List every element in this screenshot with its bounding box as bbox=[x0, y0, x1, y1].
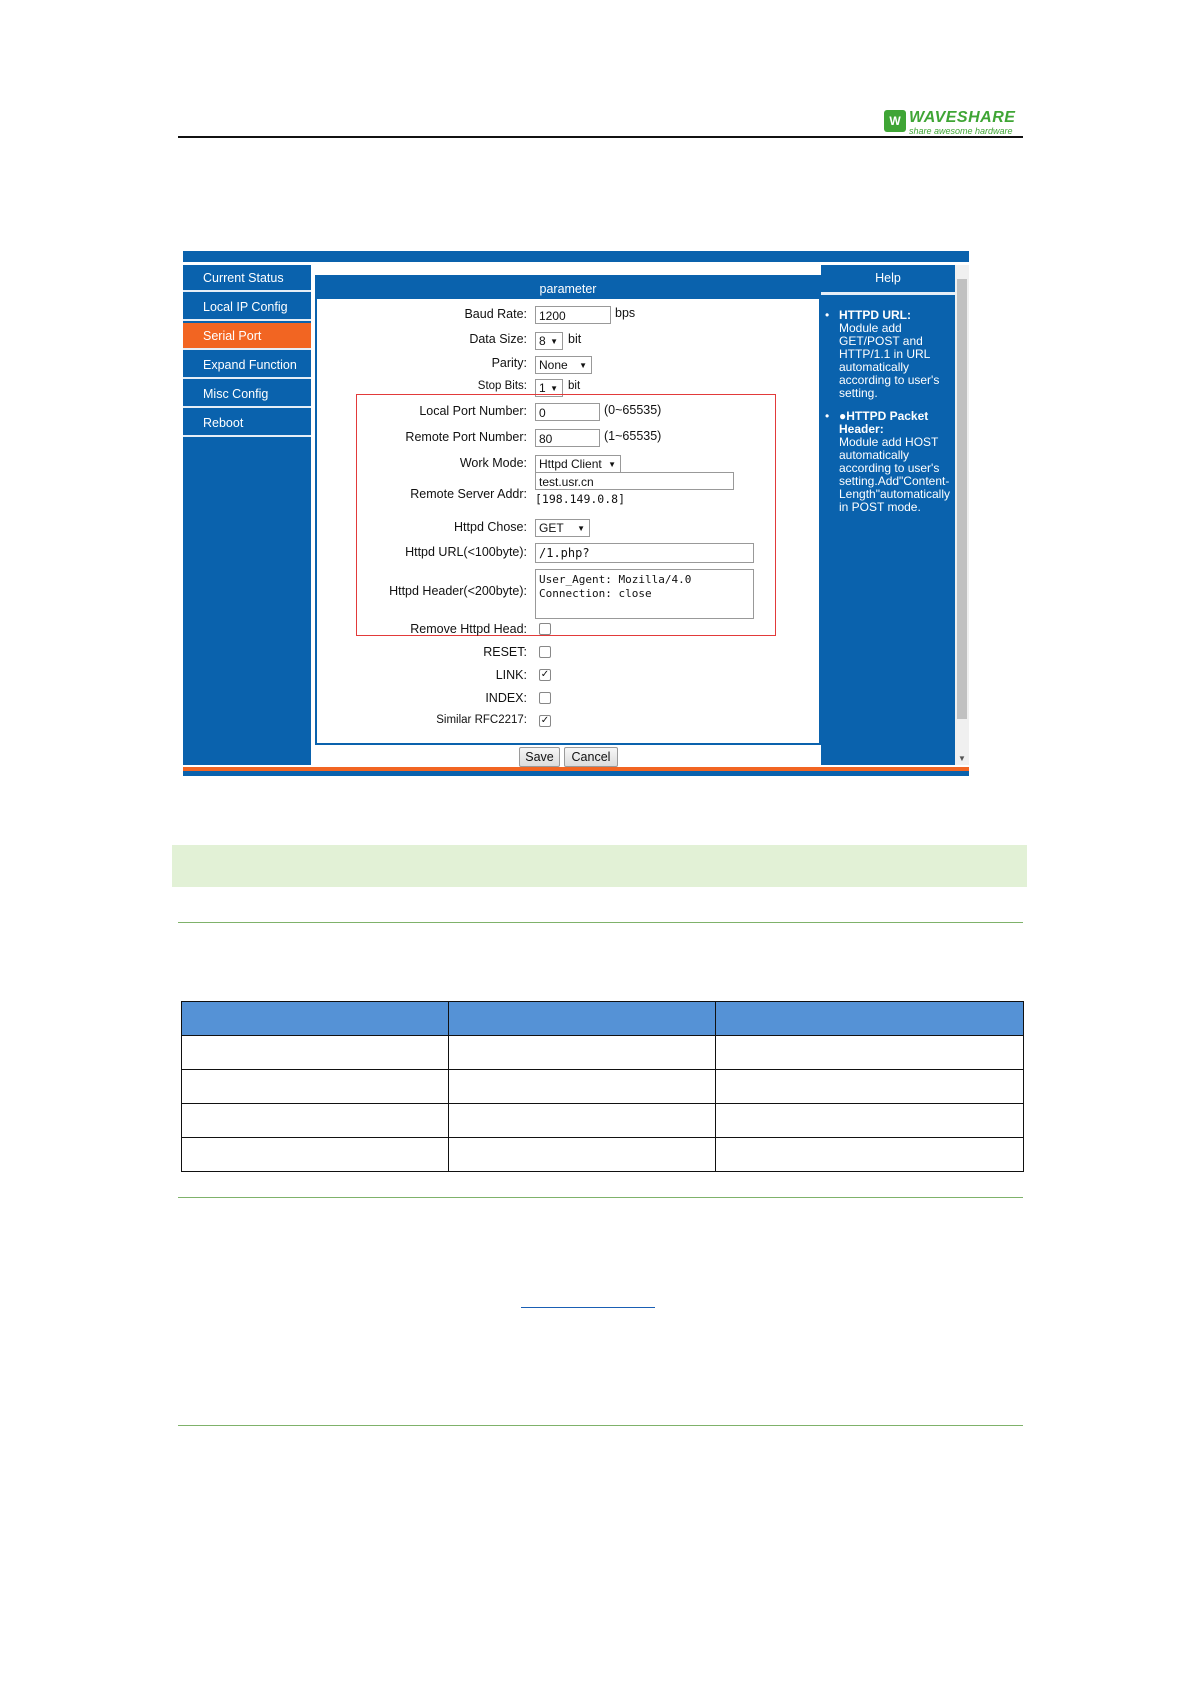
help-item-text: Module add HOST automatically according to user's setting.Add"Content-Length"automatically in POST mode. bbox=[839, 435, 950, 514]
local-port-input[interactable]: 0 bbox=[535, 403, 600, 421]
parity-label: Parity: bbox=[491, 356, 527, 370]
httpd-method-value: GET bbox=[539, 521, 564, 535]
section-rule bbox=[178, 1425, 1023, 1426]
panel-title: parameter bbox=[317, 277, 819, 299]
httpd-url-label: Httpd URL(<100byte): bbox=[405, 545, 527, 559]
help-scrollbar[interactable] bbox=[955, 265, 969, 765]
save-button[interactable]: Save bbox=[519, 747, 560, 767]
data-size-value: 8 bbox=[539, 334, 546, 348]
local-port-range: (0~65535) bbox=[604, 403, 662, 417]
chevron-down-icon: ▼ bbox=[608, 460, 616, 469]
table-row bbox=[182, 1070, 1024, 1104]
help-item-title: HTTPD URL: bbox=[839, 308, 911, 322]
table-cell bbox=[716, 1070, 1024, 1104]
httpd-header-label: Httpd Header(<200byte): bbox=[389, 584, 527, 598]
table-cell bbox=[449, 1104, 716, 1138]
table-cell bbox=[449, 1138, 716, 1172]
serial-config-screenshot bbox=[183, 251, 969, 776]
help-panel bbox=[821, 265, 955, 765]
index-checkbox[interactable] bbox=[539, 692, 551, 704]
scroll-down-arrow-icon[interactable]: ▼ bbox=[958, 754, 966, 763]
data-size-unit: bit bbox=[568, 332, 582, 346]
baud-rate-label: Baud Rate: bbox=[464, 307, 527, 321]
reset-checkbox[interactable] bbox=[539, 646, 551, 658]
remote-server-resolved-ip: [198.149.0.8] bbox=[535, 492, 626, 506]
parameter-panel bbox=[315, 275, 821, 745]
bullet-icon: • bbox=[825, 409, 830, 423]
httpd-header-line: Connection: close bbox=[539, 587, 652, 600]
remote-server-label: Remote Server Addr: bbox=[410, 487, 527, 501]
ui-top-bar bbox=[183, 251, 969, 262]
ui-bottom-bar bbox=[183, 771, 969, 776]
section-rule bbox=[178, 1197, 1023, 1198]
nav-item-local-ip-config[interactable]: Local IP Config bbox=[183, 294, 311, 321]
similar-rfc2217-checkbox[interactable] bbox=[539, 715, 551, 727]
nav-item-serial-port[interactable]: Serial Port bbox=[183, 323, 311, 350]
similar-rfc2217-label: Similar RFC2217: bbox=[436, 714, 527, 726]
waveshare-logo bbox=[884, 110, 1026, 138]
table-cell bbox=[182, 1104, 449, 1138]
scrollbar-thumb[interactable] bbox=[957, 279, 967, 719]
chevron-down-icon: ▼ bbox=[577, 524, 585, 533]
table-header-row bbox=[182, 1002, 1024, 1036]
stop-bits-label: Stop Bits: bbox=[477, 380, 527, 392]
bullet-icon: • bbox=[825, 308, 830, 322]
parameter-table bbox=[181, 1001, 1024, 1172]
httpd-chose-label: Httpd Chose: bbox=[454, 520, 527, 534]
parity-value: None bbox=[539, 358, 568, 372]
local-port-label: Local Port Number: bbox=[419, 404, 527, 418]
remove-httpd-head-label: Remove Httpd Head: bbox=[410, 622, 527, 636]
httpd-method-select[interactable] bbox=[535, 519, 590, 537]
logo-name: WAVESHARE bbox=[909, 109, 1016, 126]
nav-item-misc-config[interactable]: Misc Config bbox=[183, 381, 311, 408]
table-header-cell bbox=[182, 1002, 449, 1036]
logo-tagline: share awesome hardware bbox=[909, 126, 1013, 136]
table-row bbox=[182, 1138, 1024, 1172]
header-rule bbox=[178, 136, 1023, 138]
remote-port-label: Remote Port Number: bbox=[405, 430, 527, 444]
help-item bbox=[821, 410, 955, 514]
data-size-label: Data Size: bbox=[469, 332, 527, 346]
httpd-url-input[interactable]: /1.php? bbox=[535, 543, 754, 563]
table-cell bbox=[716, 1104, 1024, 1138]
link-label: LINK: bbox=[495, 668, 527, 682]
chevron-down-icon: ▼ bbox=[550, 384, 558, 393]
httpd-header-textarea[interactable] bbox=[535, 569, 754, 619]
httpd-header-line: User_Agent: Mozilla/4.0 bbox=[539, 573, 692, 586]
work-mode-value: Httpd Client bbox=[539, 457, 602, 471]
baud-rate-unit: bps bbox=[615, 306, 636, 320]
table-header-cell bbox=[449, 1002, 716, 1036]
remove-httpd-head-checkbox[interactable] bbox=[539, 623, 551, 635]
nav-item-current-status[interactable]: Current Status bbox=[183, 265, 311, 292]
sidebar-nav bbox=[183, 265, 311, 765]
baud-rate-input[interactable]: 1200 bbox=[535, 306, 611, 324]
help-item-title: ●HTTPD Packet Header: bbox=[839, 409, 929, 436]
section-rule bbox=[178, 922, 1023, 923]
check-icon: ✓ bbox=[540, 715, 550, 726]
work-mode-select[interactable] bbox=[535, 455, 621, 473]
help-body bbox=[821, 309, 955, 524]
hyperlink-underline[interactable] bbox=[521, 1307, 655, 1308]
stop-bits-value: 1 bbox=[539, 381, 546, 395]
section-highlight-bar bbox=[172, 845, 1027, 887]
reset-label: RESET: bbox=[483, 645, 527, 659]
table-cell bbox=[716, 1138, 1024, 1172]
help-title: Help bbox=[821, 265, 955, 295]
table-cell bbox=[182, 1138, 449, 1172]
table-cell bbox=[716, 1036, 1024, 1070]
remote-port-range: (1~65535) bbox=[604, 429, 662, 443]
table-cell bbox=[182, 1036, 449, 1070]
table-cell bbox=[182, 1070, 449, 1104]
link-checkbox[interactable] bbox=[539, 669, 551, 681]
remote-server-input[interactable]: test.usr.cn bbox=[535, 472, 734, 490]
chevron-down-icon: ▼ bbox=[579, 361, 587, 370]
help-item bbox=[821, 309, 955, 400]
waveshare-logo-icon: W bbox=[884, 110, 906, 132]
table-cell bbox=[449, 1070, 716, 1104]
cancel-button[interactable]: Cancel bbox=[564, 747, 618, 767]
check-icon: ✓ bbox=[540, 669, 550, 680]
nav-item-reboot[interactable]: Reboot bbox=[183, 410, 311, 437]
table-cell bbox=[449, 1036, 716, 1070]
table-row bbox=[182, 1036, 1024, 1070]
table-row bbox=[182, 1104, 1024, 1138]
data-size-select[interactable] bbox=[535, 332, 563, 350]
nav-item-expand-function[interactable]: Expand Function bbox=[183, 352, 311, 379]
index-label: INDEX: bbox=[485, 691, 527, 705]
help-item-text: Module add GET/POST and HTTP/1.1 in URL automatically according to user's setting. bbox=[839, 321, 940, 400]
stop-bits-unit: bit bbox=[568, 380, 581, 392]
chevron-down-icon: ▼ bbox=[550, 337, 558, 346]
work-mode-label: Work Mode: bbox=[459, 456, 527, 470]
parity-select[interactable] bbox=[535, 356, 592, 374]
table-header-cell bbox=[716, 1002, 1024, 1036]
remote-port-input[interactable]: 80 bbox=[535, 429, 600, 447]
